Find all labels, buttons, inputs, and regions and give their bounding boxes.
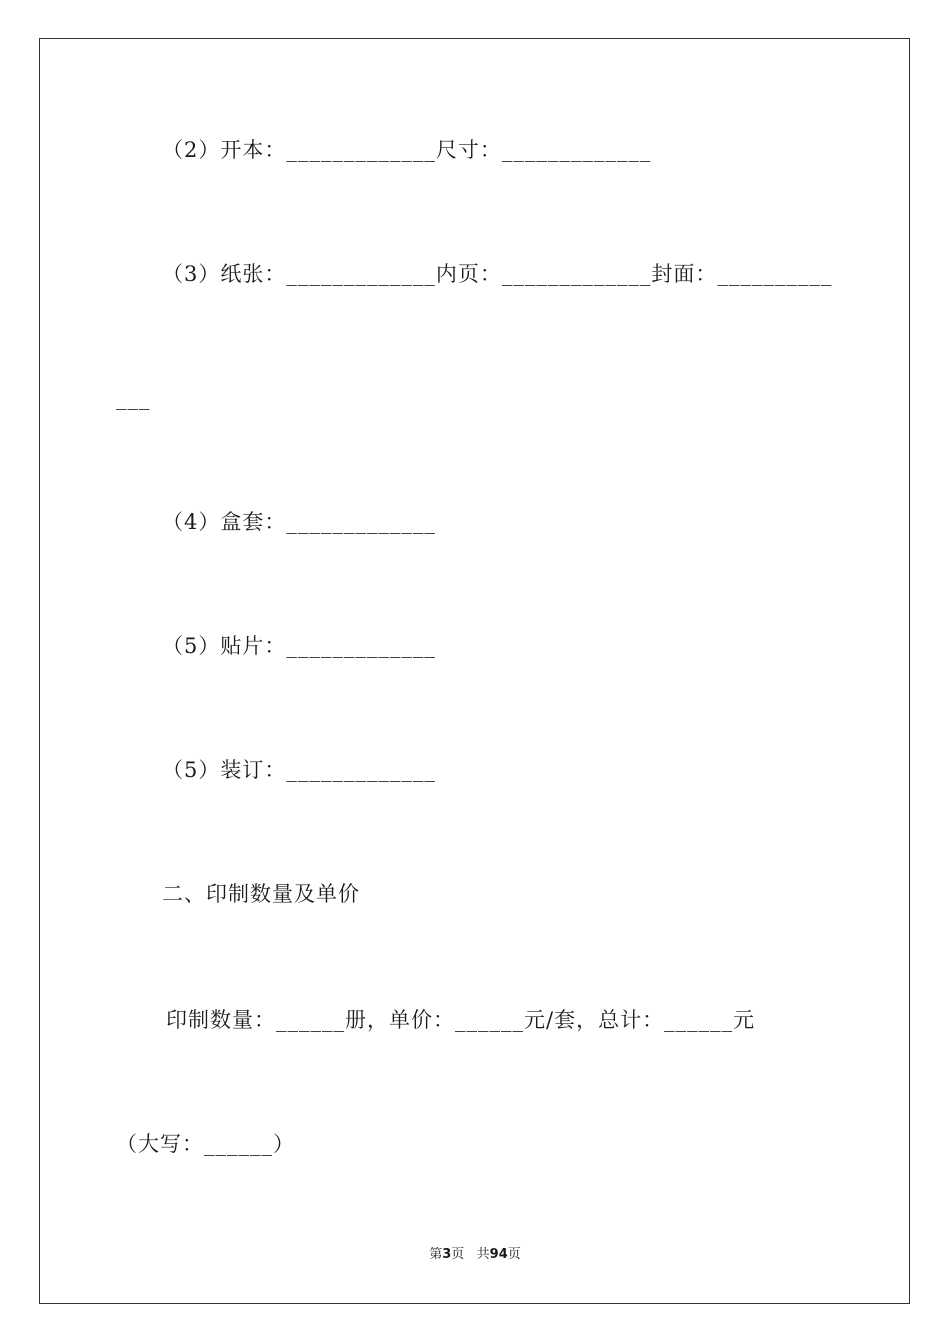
line-box-cover: （4）盒套：_____________: [162, 510, 436, 534]
line-quantity-price-total: 印制数量：______册，单价：______元/套，总计：______元: [166, 1008, 756, 1032]
footer-suffix: 页: [507, 1247, 521, 1262]
footer-page-number: 3: [442, 1247, 452, 1262]
footer-prefix: 第: [429, 1247, 443, 1262]
line-binding: （5）装订：_____________: [162, 758, 436, 782]
line-paper: （3）纸张：_____________内页：_____________封面：__________: [162, 262, 833, 286]
footer-total-pages: 94: [489, 1247, 508, 1262]
line-paper-continued: ___: [116, 386, 151, 410]
page-frame: [39, 38, 910, 1304]
line-format-size: （2）开本：_____________尺寸：_____________: [162, 138, 652, 162]
footer-mid: 页 共: [451, 1247, 490, 1262]
section-heading-quantity-price: 二、印制数量及单价: [162, 882, 360, 906]
line-sticker: （5）贴片：_____________: [162, 634, 436, 658]
line-amount-in-words: （大写：______）: [116, 1132, 295, 1156]
page-footer: [0, 1246, 950, 1264]
